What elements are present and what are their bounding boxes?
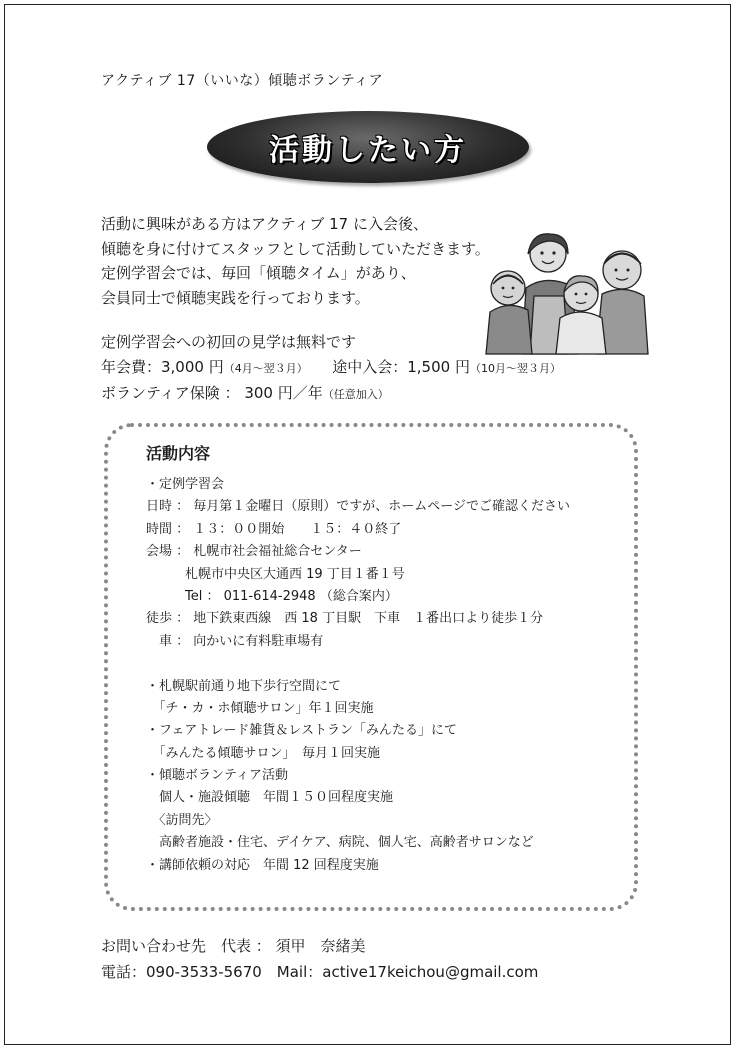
activity-line: 車 ： 向かいに有料駐車場有 <box>146 633 324 649</box>
banner-title: 活動したい方 <box>269 133 467 168</box>
intro-line: 会員同士で傾聴実践を行っております。 <box>101 288 370 307</box>
activity-line: ・札幌駅前通り地下歩行空間にて <box>146 678 342 694</box>
intro-text <box>101 212 490 310</box>
contact-phone-mail: 電話：090-3533-5670 Mail：active17keichou@gmail.com <box>101 963 539 981</box>
activity-line: ・講師依頼の対応 年間 12 回程度実施 <box>146 857 379 873</box>
organization-name: アクティブ 17（いいな）傾聴ボランティア <box>101 73 384 89</box>
intro-line: 活動に興味がある方はアクティブ 17 に入会後、 <box>101 215 428 233</box>
activity-line: 〈訪問先〉 <box>146 812 218 828</box>
activity-line: ・傾聴ボランティア活動 <box>146 768 288 784</box>
activity-line: Tel ： 011-614-2948 （総合案内） <box>146 588 398 604</box>
activity-line: 個人・施設傾聴 年間１５０回程度実施 <box>146 790 394 806</box>
activity-line: 日時 ： 毎月第１金曜日（原則）ですが、ホームページでご確認ください <box>146 499 571 515</box>
activities-list <box>146 474 570 877</box>
intro-line: 傾聴を身に付けてスタッフとして活動していただきます。 <box>101 239 490 258</box>
activity-line: 「チ・カ・ホ傾聴サロン」年１回実施 <box>146 700 374 716</box>
activity-line: 札幌市中央区大通西 19 丁目１番１号 <box>146 566 405 582</box>
insurance-fee: ボランティア保険 ： 300 円／年 <box>101 384 323 402</box>
activity-line: 徒歩 ： 地下鉄東西線 西 18 丁目駅 下車 １番出口より徒歩１分 <box>146 611 544 627</box>
activities-title: 活動内容 <box>146 444 211 463</box>
activity-line: 「みんたる傾聴サロン」 毎月１回実施 <box>146 745 381 761</box>
activity-spacer <box>146 653 570 675</box>
contact-representative: お問い合わせ先 代表 ： 須甲 奈緒美 <box>101 937 366 955</box>
title-banner <box>207 111 529 183</box>
midyear-fee-period: （10月～翌３月） <box>469 361 561 375</box>
activity-line: ・定例学習会 <box>146 477 225 492</box>
insurance-note: （任意加入） <box>322 388 389 401</box>
activity-line: 高齢者施設・住宅、デイケア、病院、個人宅、高齢者サロンなど <box>146 835 534 851</box>
annual-fee-period: （4月～翌３月） <box>223 361 303 375</box>
activity-line: ・フェアトレード雑貨＆レストラン「みんたる」にて <box>146 723 457 739</box>
midyear-fee: 途中入会：1,500 円 <box>332 357 470 376</box>
fee-info <box>101 330 561 408</box>
activity-line: 時間 ： １３：００開始 １５：４０終了 <box>146 521 402 537</box>
contact-info <box>101 933 538 985</box>
activity-line: 会場 ： 札幌市社会福祉総合センター <box>146 544 362 560</box>
first-visit-note: 定例学習会への初回の見学は無料です <box>101 333 357 351</box>
annual-fee: 年会費：3,000 円 <box>101 357 224 376</box>
intro-line: 定例学習会では、毎回「傾聴タイム」があり、 <box>101 264 416 282</box>
fee-line <box>101 355 561 382</box>
insurance-line <box>101 381 561 408</box>
